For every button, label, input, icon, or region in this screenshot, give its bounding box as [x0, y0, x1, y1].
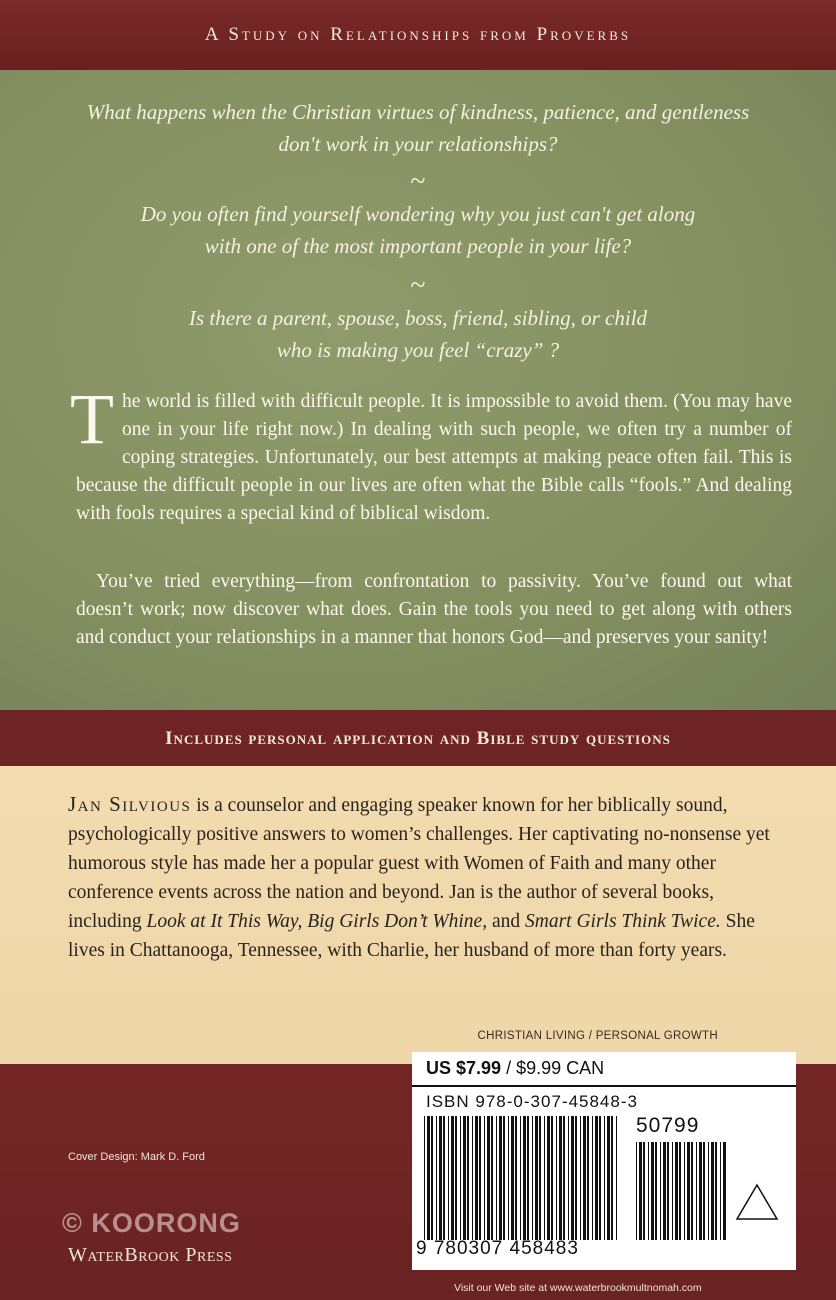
price-divider — [412, 1085, 796, 1087]
barcode-bar — [571, 1116, 574, 1240]
barcode-bar — [431, 1116, 433, 1240]
barcode-bar — [511, 1116, 514, 1240]
barcode-bar — [663, 1142, 666, 1240]
barcode-bar — [491, 1116, 493, 1240]
barcode-bar — [611, 1116, 613, 1240]
ean-digits: 9 780307 458483 — [416, 1238, 579, 1259]
barcode-bar — [715, 1142, 717, 1240]
barcode-bar — [520, 1116, 521, 1240]
barcode-bar — [472, 1116, 473, 1240]
question-3-line-2: who is making you feel “crazy” ? — [276, 338, 560, 362]
barcode-bar — [551, 1116, 553, 1240]
barcode-bar — [592, 1116, 593, 1240]
website-text: Visit our Web site at www.waterbrookmultnomah.com — [454, 1282, 702, 1294]
barcode-bar — [556, 1116, 557, 1240]
question-1-line-1: What happens when the Christian virtues of kindness, patience, and gentleness — [86, 100, 750, 124]
addon-code: 50799 — [636, 1114, 700, 1137]
barcode-bar — [455, 1116, 457, 1240]
barcode-bar — [559, 1116, 562, 1240]
barcode-bar — [648, 1142, 649, 1240]
barcode-bar — [703, 1142, 705, 1240]
barcode-bar — [424, 1116, 425, 1240]
barcode-bar — [496, 1116, 497, 1240]
koorong-watermark: © KOORONG — [62, 1208, 241, 1238]
publisher-name: WaterBrook Press — [68, 1244, 233, 1266]
barcode-bar — [636, 1142, 637, 1240]
barcode-bar — [643, 1142, 645, 1240]
price-label — [426, 1058, 604, 1079]
barcode-bar — [547, 1116, 550, 1240]
author-panel — [0, 766, 836, 1064]
barcode-bar — [487, 1116, 490, 1240]
separator-1: ~ — [410, 166, 426, 197]
barcode-bar — [451, 1116, 454, 1240]
bio-text-1: is a counselor and engaging speaker known for her biblically sound, psychologically positive answers to women’s challenges. Her captivating no-nonsense yet humorous style has made her a popular guest with Women of Faith and many other conference events across the nation and beyond. Jan is the author of several books, including — [68, 795, 770, 932]
book-title-2: Smart Girls Think Twice. — [525, 911, 721, 932]
barcode-bar — [484, 1116, 485, 1240]
barcode-bar — [436, 1116, 437, 1240]
book-titles-1: Look at It This Way, Big Girls Don’t Whine, — [146, 911, 488, 932]
barcode-bar — [616, 1116, 617, 1240]
bio-text-2: and — [487, 911, 525, 932]
barcode-bar — [568, 1116, 569, 1240]
barcode-bar — [607, 1116, 610, 1240]
barcode-bar — [720, 1142, 721, 1240]
barcode-bar — [443, 1116, 445, 1240]
author-bio — [68, 790, 790, 965]
features-text: Includes personal application and Bible study questions — [165, 728, 671, 749]
barcode-bar — [604, 1116, 605, 1240]
features-band — [0, 710, 836, 766]
barcode-bar — [639, 1142, 642, 1240]
barcode-bar — [691, 1142, 693, 1240]
barcode-bar — [651, 1142, 654, 1240]
barcode-bar — [655, 1142, 657, 1240]
barcode-bar — [580, 1116, 581, 1240]
barcode-bar — [660, 1142, 661, 1240]
isbn-number: ISBN 978-0-307-45848-3 — [426, 1092, 638, 1111]
barcode-bar — [699, 1142, 702, 1240]
barcode-bar — [696, 1142, 697, 1240]
paragraph-1-text: he world is filled with difficult people. It is impossible to avoid them. (You may have one in your life right now.) In dealing with such people, we often try a number of coping strategies. Unfortunately, our best attempts at making peace often fail. This is because the difficult people in our lives are often what the Bible calls “fools.” And dealing with fools requires a special kind of biblical wisdom. — [76, 391, 792, 524]
barcode-bar — [535, 1116, 538, 1240]
description-paragraph-2: You’ve tried everything—from confrontation to passivity. You’ve found out what doesn’t work; now discover what does. Gain the tools you need to get along with others and conduct your relationships in a manner that honors God—and preserves your sanity! — [76, 571, 792, 648]
series-title: A Study on Relationships from Proverbs — [204, 24, 632, 45]
barcode-bar — [587, 1116, 589, 1240]
barcode-bar — [599, 1116, 601, 1240]
barcode-bar — [439, 1116, 442, 1240]
barcode-bar — [687, 1142, 690, 1240]
barcode-bar — [575, 1116, 577, 1240]
cover-credit: Cover Design: Mark D. Ford — [68, 1151, 205, 1163]
barcode-bar — [711, 1142, 714, 1240]
bio-text-3: She lives in Chattanooga, Tennessee, with Charlie, her husband of more than forty years. — [68, 911, 755, 961]
barcode-bar — [595, 1116, 598, 1240]
barcode-bar — [675, 1142, 678, 1240]
category-label: CHRISTIAN LIVING / PERSONAL GROWTH — [477, 1030, 718, 1042]
barcode-box — [412, 1052, 796, 1270]
barcode-bar — [503, 1116, 505, 1240]
header-band — [0, 0, 836, 70]
barcode-bar — [475, 1116, 478, 1240]
barcode-bar — [463, 1116, 466, 1240]
barcode-bar — [479, 1116, 481, 1240]
barcode-bar — [523, 1116, 526, 1240]
barcode-bar — [563, 1116, 565, 1240]
price-can: / $9.99 CAN — [501, 1058, 605, 1078]
barcode-bar — [460, 1116, 461, 1240]
question-2-line-2: with one of the most important people in your life? — [204, 234, 632, 258]
barcode-bar — [708, 1142, 709, 1240]
drop-cap: T — [70, 379, 114, 459]
price-us: US $7.99 — [426, 1058, 502, 1078]
barcode-bar — [508, 1116, 509, 1240]
author-name: Jan Silvious — [68, 792, 192, 816]
barcode-bar — [448, 1116, 449, 1240]
barcode-bar — [499, 1116, 502, 1240]
triangle-icon — [734, 1182, 780, 1222]
ean-barcode — [422, 1116, 622, 1240]
question-3-line-1: Is there a parent, spouse, boss, friend, sibling, or child — [188, 306, 648, 330]
barcode-bar — [515, 1116, 517, 1240]
barcode-bar — [667, 1142, 669, 1240]
description-paragraph-1 — [70, 379, 792, 528]
barcode-bar — [539, 1116, 541, 1240]
addon-barcode — [634, 1142, 734, 1240]
barcode-bar — [527, 1116, 529, 1240]
barcode-bar — [544, 1116, 545, 1240]
separator-2: ~ — [410, 270, 426, 301]
barcode-bar — [723, 1142, 726, 1240]
barcode-bar — [583, 1116, 586, 1240]
question-1-line-2: don't work in your relationships? — [278, 132, 558, 156]
question-2-line-1: Do you often find yourself wondering why you just can't get along — [140, 202, 696, 226]
barcode-bar — [672, 1142, 673, 1240]
barcode-bar — [679, 1142, 681, 1240]
barcode-bar — [684, 1142, 685, 1240]
barcode-bar — [467, 1116, 469, 1240]
barcode-bar — [532, 1116, 533, 1240]
barcode-bar — [427, 1116, 430, 1240]
